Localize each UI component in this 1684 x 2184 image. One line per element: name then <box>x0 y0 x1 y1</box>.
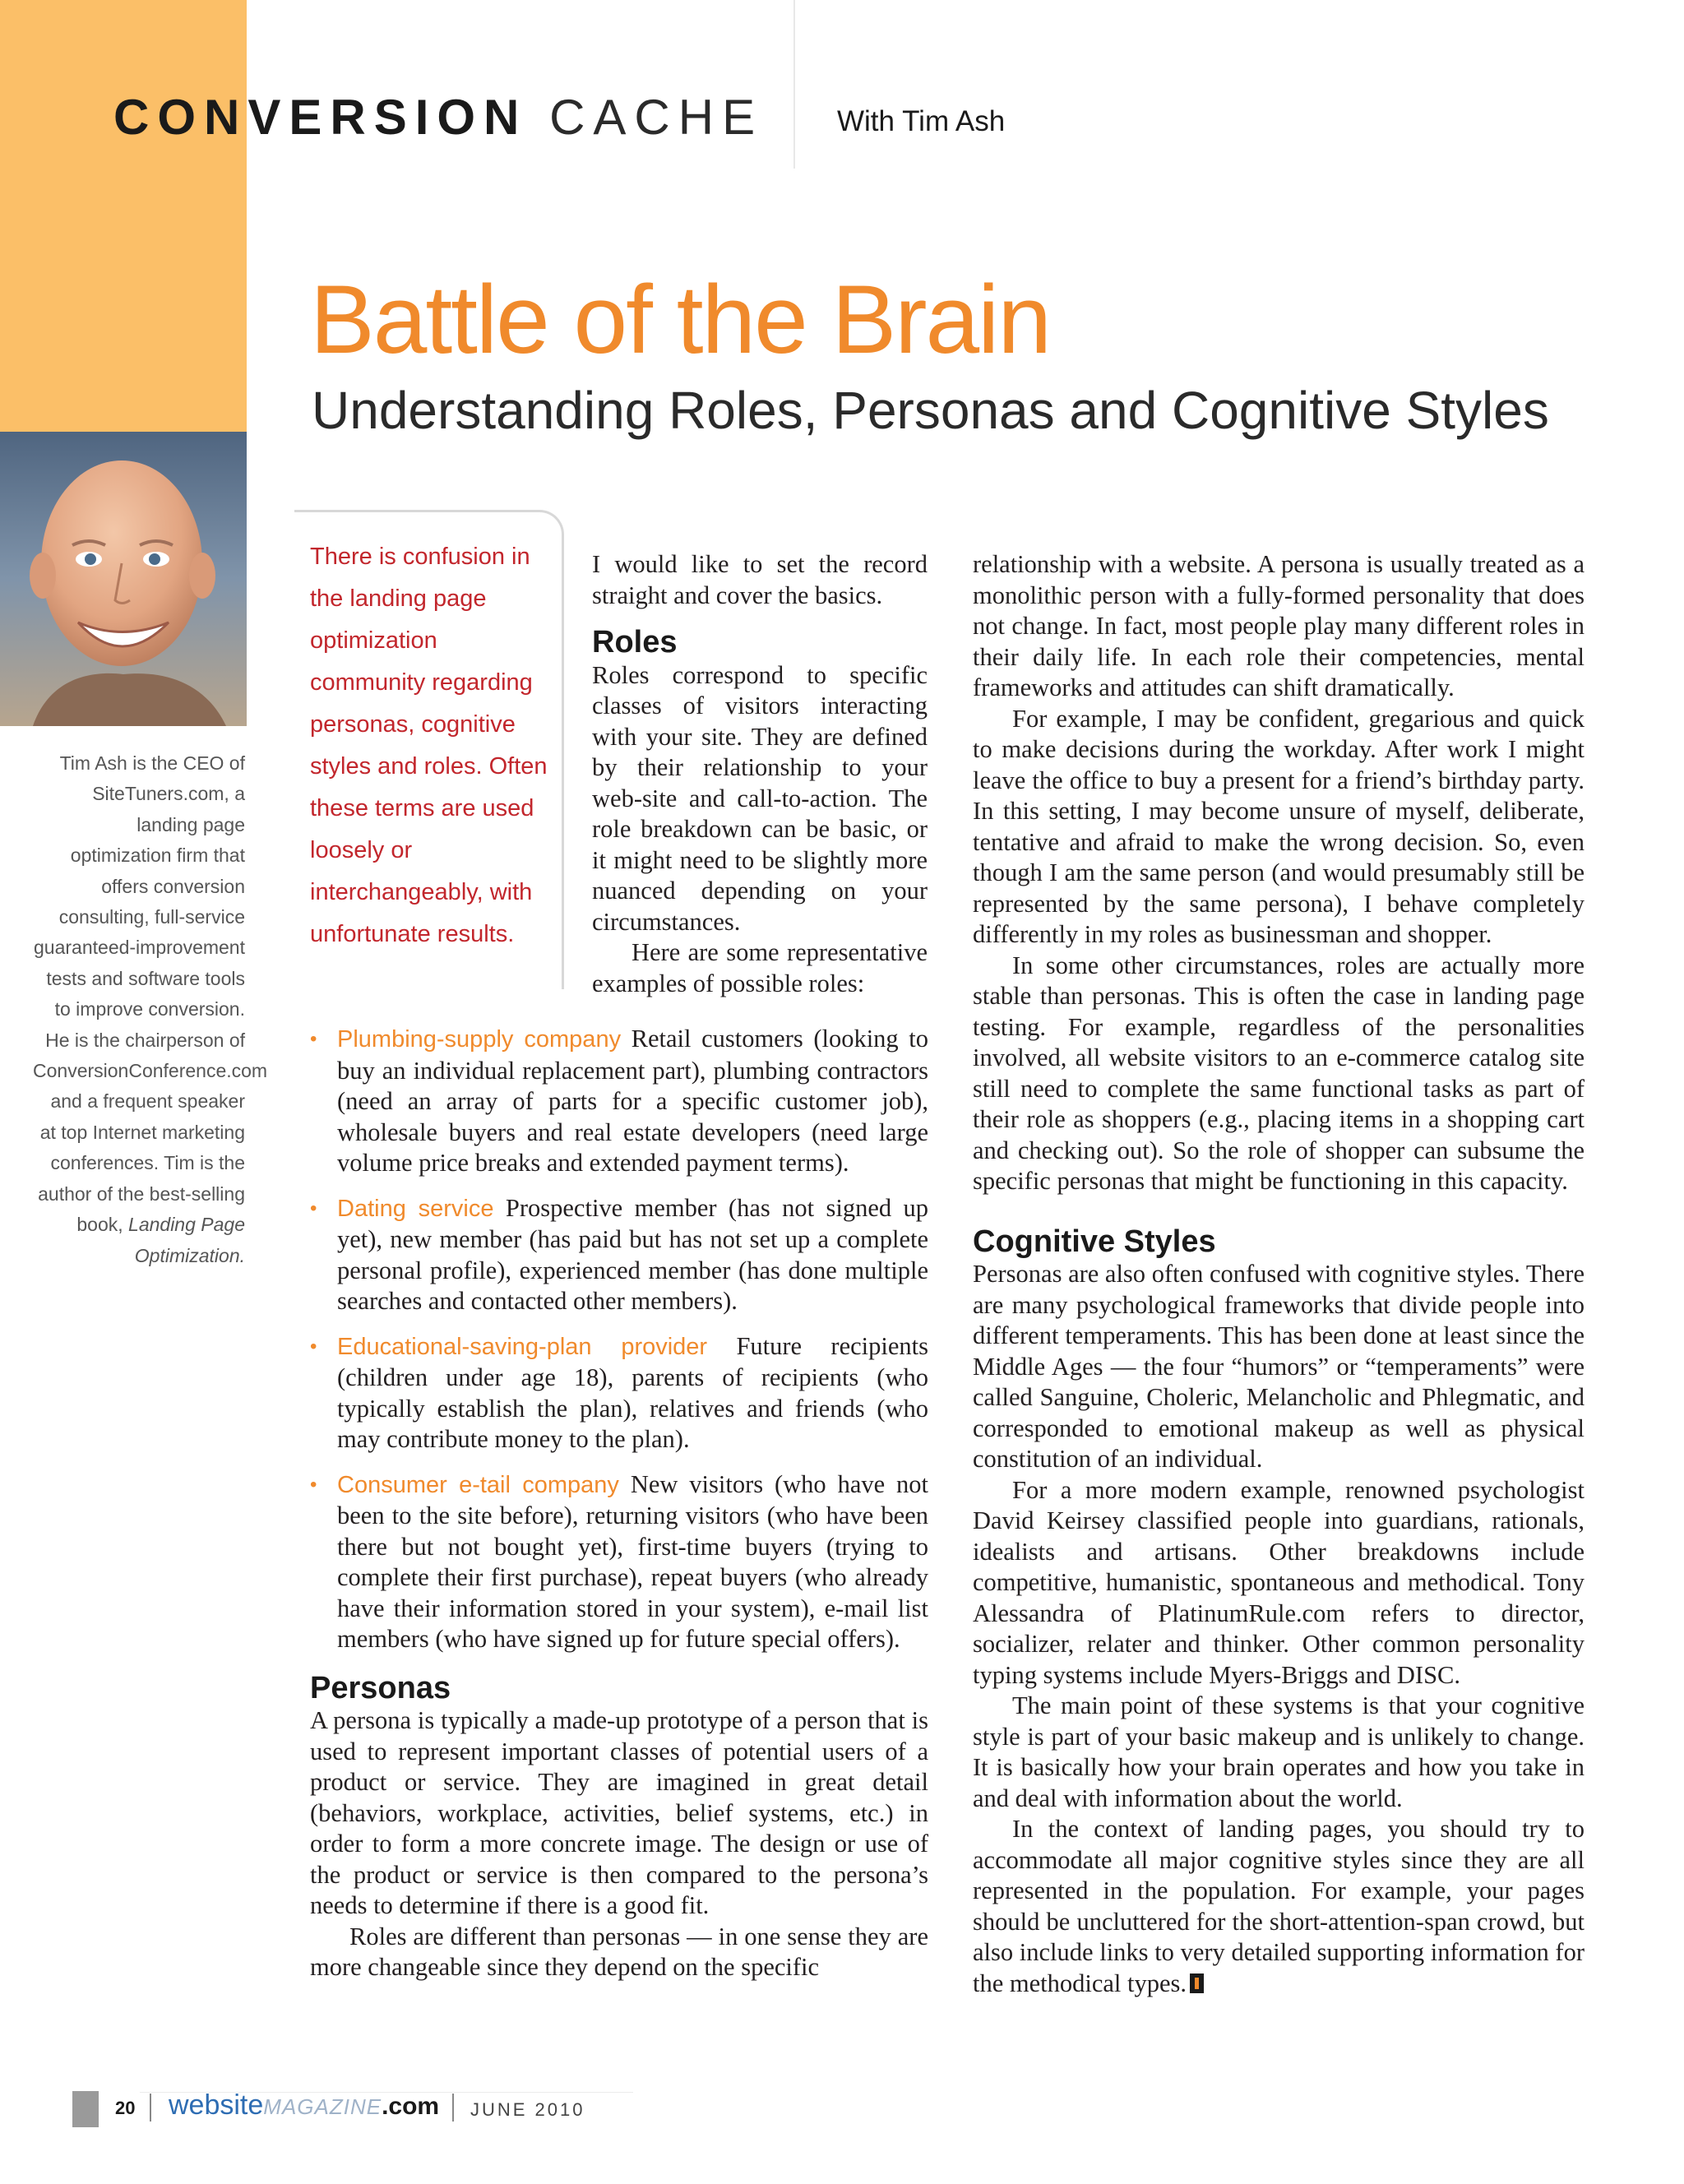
role-name: Dating service <box>337 1195 494 1222</box>
list-item <box>310 1331 928 1455</box>
magazine-logo <box>169 2089 439 2122</box>
roles-heading: Roles <box>592 625 678 659</box>
role-name: Plumbing-supply company <box>337 1026 622 1053</box>
article-title: Battle of the Brain <box>310 266 1051 374</box>
footer-separator <box>150 2094 151 2122</box>
personas-paragraph-1: A persona is typically a made-up prototype of a person that is used to represent important classes of potential users of a product or service. They are imagined in great detail (behaviors, workplace, activities, belief systems, etc.) in order to form a more concrete image. The design or use of the product or service is then compared to the persona’s needs to determine if there is a good fit. <box>310 1706 928 1920</box>
author-bio-text: Tim Ash is the CEO of SiteTuners.com, a landing page optimization firm that offers conversion consulting, full-service guaranteed-improvement tests and software tools to improve conversion. He is the chairperson of ConversionConference.com and a frequent speaker at top Internet marketing conferences. Tim is the author of the best-selling book, <box>33 752 268 1236</box>
personas-paragraph-3: relationship with a website. A persona is usually treated as a monolithic person with a fully-formed personality that does not change. In fact, most people play many different roles in their daily life. In each role their competencies, mental frameworks and attitudes can shift dramatically. <box>973 550 1585 701</box>
cognitive-styles-heading: Cognitive Styles <box>973 1224 1216 1259</box>
list-item <box>310 1193 928 1317</box>
orange-accent-strip <box>0 0 247 432</box>
footer-page-marker <box>72 2091 99 2127</box>
body-column-left <box>310 1024 928 1983</box>
article-subtitle: Understanding Roles, Personas and Cognitive Styles <box>312 381 1549 440</box>
body-column-right <box>973 549 1585 1999</box>
personas-heading: Personas <box>310 1670 451 1705</box>
pull-quote: There is confusion in the landing page optimization community regarding personas, cognitive styles and roles. Often these terms are used loosely or interchangeably, with unfortunate results. <box>310 544 548 947</box>
personas-paragraph-5: In some other circumstances, roles are actually more stable than personas. This is often the case in landing page testing. For example, regardless of the personalities involved, all website visitors to an e-commerce catalog site still need to complete the same functional tasks as part of their role as shoppers (e.g., placing items in a shopping cart and checking out). So the role of shopper can subsume the specific personas that might be functioning in this capacity. <box>973 951 1585 1195</box>
series-title-light: CACHE <box>549 90 764 145</box>
logo-magazine: MAGAZINE <box>263 2094 382 2119</box>
personas-paragraph-2: Roles are different than personas — in one sense they are more changeable since they depend on the specific <box>310 1922 928 1982</box>
roles-paragraph-1: Roles correspond to specific classes of visitors interacting with your site. They are defined by their relationship to your web-site and call-to-action. The role breakdown can be basic, or it might need to be slightly more nuanced depending on your circumstances. <box>592 660 928 936</box>
author-bio <box>33 748 268 1271</box>
personas-paragraph-4: For example, I may be confident, gregarious and quick to make decisions during the workday. After work I might leave the office to buy a present for a friend’s birthday party. In this setting, I may become unsure of myself, deliberate, tentative and afraid to make the wrong decision. So, even though I am the same person (and would presumably still be represented by the same persona), I behave completely differently in my roles as businessman and shopper. <box>973 704 1585 948</box>
logo-com: .com <box>382 2093 440 2120</box>
author-photo <box>0 432 247 726</box>
column-series-title <box>113 89 763 146</box>
cognitive-paragraph-3: The main point of these systems is that your cognitive style is part of your basic makeup and is unlikely to change. It is basically how your brain operates and how you take in and deal with information about the world. <box>973 1691 1585 1812</box>
page-number: 20 <box>115 2098 136 2118</box>
author-portrait-illustration <box>0 432 247 726</box>
author-book-title: Landing Page Optimization. <box>128 1214 245 1266</box>
issue-date: JUNE 2010 <box>470 2099 585 2120</box>
cognitive-paragraph-4-text: In the context of landing pages, you should try to accommodate all major cognitive styles since they are all represented in the population. For example, your pages should be uncluttered for the short-attention-span crowd, but also include links to very detailed supporting information for the methodical types. <box>973 1815 1585 1997</box>
role-name: Educational-saving-plan provider <box>337 1333 708 1360</box>
roles-paragraph-2: Here are some representative examples of possible roles: <box>592 938 928 997</box>
role-description: Future recipients (children under age 18), parents of recipients (who typically establish the plan), relatives and friends (who may contribute money to the plan). <box>337 1331 928 1453</box>
roles-list <box>310 1024 928 1655</box>
cognitive-paragraph-1: Personas are also often confused with cognitive styles. There are many psychological frameworks that divide people into different temperaments. This has been done at least since the Middle Ages — the four “humors” or “temperaments” were called Sanguine, Choleric, Melancholic and Phlegmatic, and corresponded to emotional makeup as well as physical constitution of an individual. <box>973 1260 1585 1474</box>
role-description: Prospective member (has not signed up yet), new member (has paid but has not set up a complete personal profile), experienced member (has done multiple searches and contacted other members). <box>337 1193 928 1315</box>
role-description: New visitors (who have not been to the site before), returning visitors (who have been there but not bought yet), first-time buyers (trying to complete their first purchase), repeat buyers (who already have their information stored in your system), e-mail list members (who have signed up for future special offers). <box>337 1469 928 1653</box>
list-item <box>310 1024 928 1179</box>
cognitive-paragraph-4 <box>973 1814 1585 1999</box>
logo-website: website <box>169 2089 264 2121</box>
list-item <box>310 1469 928 1655</box>
end-of-article-icon <box>1190 1973 1204 1993</box>
cognitive-paragraph-2: For a more modern example, renowned psychologist David Keirsey classified people into guardians, rationals, idealists and artisans. Other breakdowns include competitive, humanistic, spontaneous and methodical. Tony Alessandra of PlatinumRule.com refers to director, socializer, relater and thinker. Other common personality typing systems include Myers-Briggs and DISC. <box>973 1475 1585 1689</box>
header-divider <box>793 0 795 169</box>
body-column-middle <box>592 549 928 999</box>
role-name: Consumer e-tail company <box>337 1471 619 1498</box>
intro-paragraph: I would like to set the record straight and cover the basics. <box>592 550 928 609</box>
footer-separator <box>452 2094 454 2122</box>
column-author-line: With Tim Ash <box>837 105 1006 137</box>
series-title-bold: CONVERSION <box>113 90 528 145</box>
role-description: Retail customers (looking to buy an individual replacement part), plumbing contractors (need an array of parts for a specific customer job), wholesale buyers and real estate developers (need large volume price breaks and extended payment terms). <box>337 1025 928 1177</box>
